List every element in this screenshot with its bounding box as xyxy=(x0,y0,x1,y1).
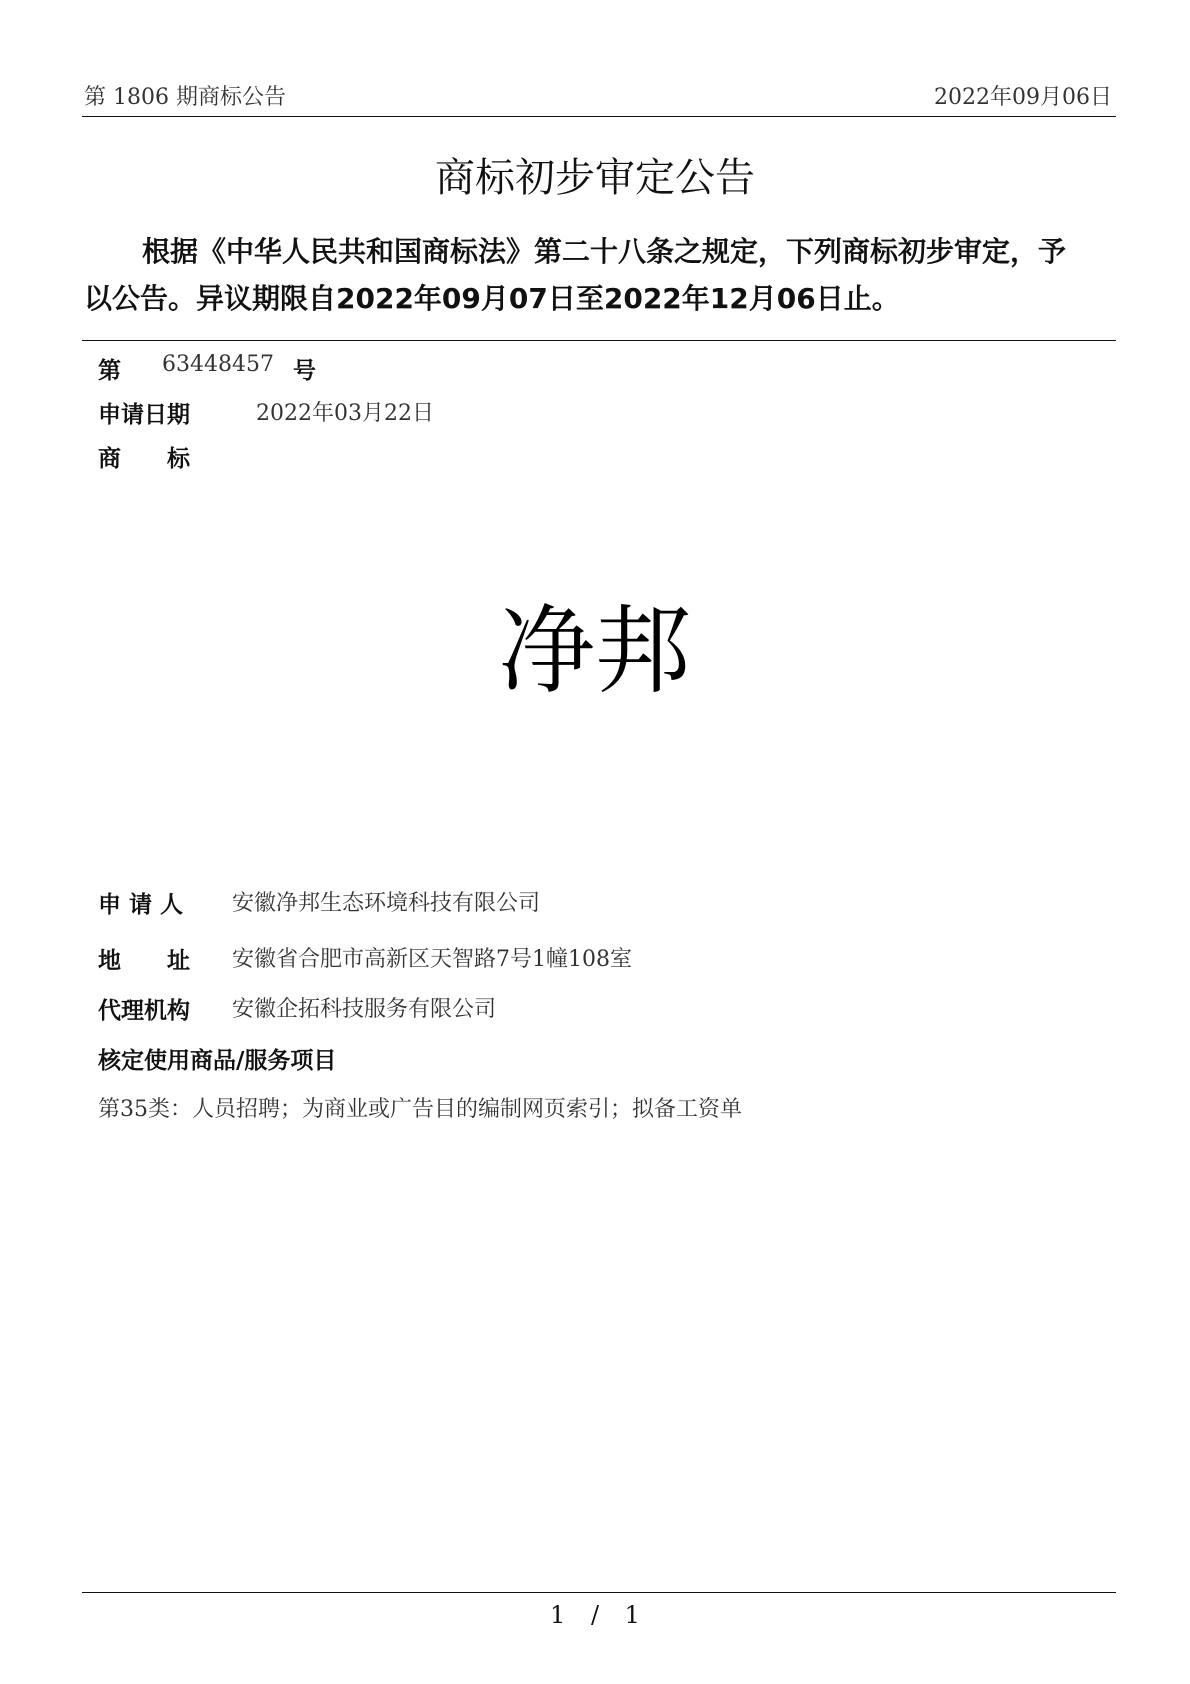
agent-value: 安徽企拓科技服务有限公司 xyxy=(232,997,497,1022)
application-date-value: 2022年03月22日 xyxy=(256,401,434,426)
section-divider xyxy=(82,340,1116,341)
goods-services-value: 第35类：人员招聘；为商业或广告目的编制网页索引；拟备工资单 xyxy=(98,1097,742,1122)
registration-suffix: 号 xyxy=(293,358,316,384)
intro-line-2: 以公告。异议期限自2022年09月07日至2022年12月06日止。 xyxy=(84,282,900,315)
footer-divider xyxy=(82,1592,1116,1593)
applicant-label: 申 请 人 xyxy=(98,892,184,918)
trademark-label: 商 标 xyxy=(98,446,190,472)
applicant-value: 安徽净邦生态环境科技有限公司 xyxy=(232,891,541,916)
intro-line-1: 根据《中华人民共和国商标法》第二十八条之规定，下列商标初步审定，予 xyxy=(142,235,1067,268)
agent-label: 代理机构 xyxy=(98,998,190,1024)
registration-prefix: 第 xyxy=(98,358,121,384)
goods-services-label: 核定使用商品/服务项目 xyxy=(98,1048,337,1074)
announcement-date: 2022年09月06日 xyxy=(934,85,1112,110)
page-number: 1 / 1 xyxy=(550,1601,640,1629)
announcement-issue: 第 1806 期商标公告 xyxy=(84,85,286,110)
trademark-text: 净邦 xyxy=(499,595,691,707)
page-title: 商标初步审定公告 xyxy=(435,155,755,201)
address-value: 安徽省合肥市高新区天智路7号1幢108室 xyxy=(232,947,632,972)
address-label: 地 址 xyxy=(98,948,190,974)
registration-number: 63448457 xyxy=(162,352,274,377)
application-date-label: 申请日期 xyxy=(98,402,190,428)
header-divider xyxy=(82,116,1116,117)
